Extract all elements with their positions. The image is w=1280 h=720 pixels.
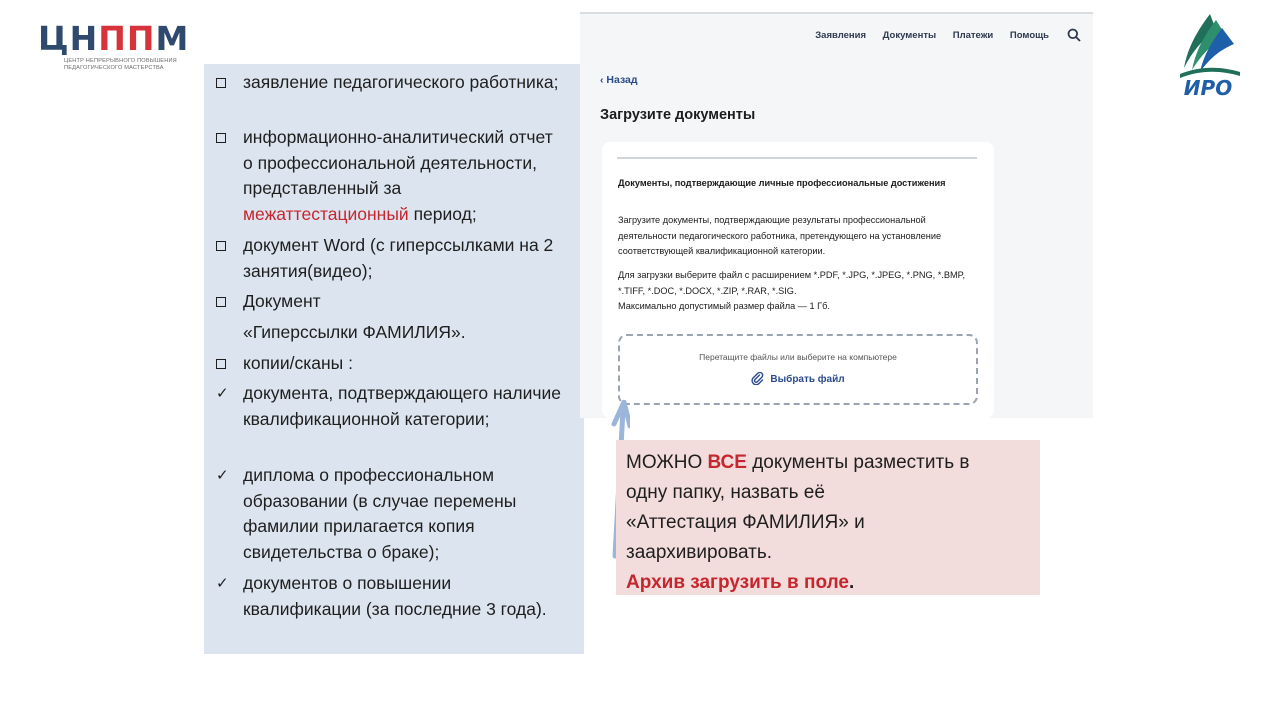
checkbox-square-icon <box>216 241 226 251</box>
nav-link-payments[interactable]: Платежи <box>952 30 994 41</box>
checkbox-square-icon <box>216 359 226 369</box>
logo-subtitle: ЦЕНТР НЕПРЕРЫВНОГО ПОВЫШЕНИЯ ПЕДАГОГИЧЕСКОГО МАСТЕРСТВА <box>64 58 177 71</box>
file-size-limit: Максимально допустимый размер файла — 1 Гб. <box>618 301 830 311</box>
logo-cnppm <box>38 19 190 74</box>
upload-form-screenshot <box>580 12 1093 418</box>
list-item: Документ «Гиперссылки ФАМИЛИЯ». <box>216 289 566 348</box>
page-title: Загрузите документы <box>600 107 756 123</box>
note-line: заархивировать. <box>626 542 773 563</box>
nav-link-applications[interactable]: Заявления <box>815 30 867 41</box>
list-item: документ Word (с гиперссылками на 2 занятия(видео); <box>216 233 566 284</box>
choose-file-button[interactable]: Выбрать файл <box>620 372 976 385</box>
file-dropzone[interactable] <box>618 334 978 405</box>
list-item: информационно-аналитический отчет о профессиональной деятельности, представленный за межаттестационный период; <box>216 125 566 227</box>
top-nav <box>801 30 1049 41</box>
logo-iro-text: ИРО <box>1183 76 1233 100</box>
note-line: МОЖНО ВСЕ документы разместить в <box>626 452 970 473</box>
checkmark-icon: ✓ <box>216 574 229 592</box>
file-format-info: Для загрузки выберите файл с расширением *.PDF, *.JPG, *.JPEG, *.PNG, *.BMP, *.TIFF, *.DOC, *.DOCX, *.ZIP, *.RAR, *.SIG. <box>618 270 966 296</box>
logo-wordmark: ЦНППМ <box>38 19 190 58</box>
list-item: копии/сканы : <box>216 351 566 377</box>
instruction-note <box>616 440 1040 595</box>
search-icon[interactable] <box>1067 28 1081 42</box>
note-line: Архив загрузить в поле. <box>626 572 855 593</box>
note-line: «Аттестация ФАМИЛИЯ» и <box>626 512 865 533</box>
iro-emblem-icon <box>1170 12 1246 82</box>
requirements-list <box>204 64 584 654</box>
card-heading: Документы, подтверждающие личные профессиональные достижения <box>618 178 946 188</box>
back-link[interactable]: ‹ Назад <box>600 74 638 86</box>
nav-link-help[interactable]: Помощь <box>1009 30 1049 41</box>
divider <box>617 157 977 159</box>
note-line: одну папку, назвать её <box>626 482 825 503</box>
checkbox-square-icon <box>216 133 226 143</box>
list-item: ✓ документа, подтверждающего наличие квалификационной категории; <box>216 383 561 429</box>
checkmark-icon: ✓ <box>216 466 229 484</box>
checkbox-square-icon <box>216 297 226 307</box>
logo-iro <box>1170 12 1246 100</box>
checkmark-icon: ✓ <box>216 384 229 402</box>
dropzone-hint: Перетащите файлы или выберите на компьютере <box>699 352 897 362</box>
list-item: ✓ диплома о профессиональном образовании (в случае перемены фамилии прилагается копия свидетельства о браке); <box>216 465 517 562</box>
list-item: ✓ документов о повышении квалификации (за последние 3 года). <box>216 573 547 619</box>
checkbox-square-icon <box>216 78 226 88</box>
list-item: заявление педагогического работника; <box>216 70 566 96</box>
paperclip-icon <box>751 372 764 385</box>
nav-link-documents[interactable]: Документы <box>882 30 937 41</box>
card-description: Загрузите документы, подтверждающие результаты профессиональной деятельности педагогического работника, претендующего на установление соответствующей квалификационной категории. <box>618 215 942 256</box>
upload-card <box>602 142 994 418</box>
